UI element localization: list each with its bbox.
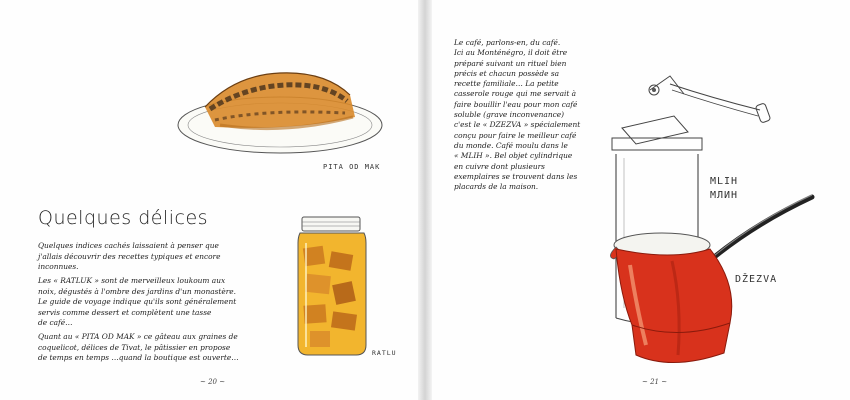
- coffee-paragraph: Le café, parlons-en, du café. Ici au Monténégro, il doit être préparé suivant un rituel bien précis et chacun possède sa recette familiale… La petite casserole rouge qui me servait à faire bouillir l'eau pour mon café soluble (grave inconvenance) c'est le « DZEZVA » spécialement conçu pour faire le meilleur café du monde. Café moulu dans le « MLIH ». Bel objet cylindrique en cuivre dont plusieurs exemplaires se trouvent dans les placards de la maison.: [454, 38, 581, 192]
- mlih-caption-cyrillic: МЛИН: [710, 190, 739, 201]
- right-page: [432, 0, 850, 400]
- pita-caption: PITA OD MAK: [323, 163, 381, 171]
- mlih-caption-latin: MLIH: [710, 176, 739, 187]
- right-page-number: ~ 21 ~: [642, 378, 668, 386]
- ratluk-jar-illustration: [292, 213, 372, 363]
- ratluk-caption: RATLU: [372, 349, 397, 357]
- ratluk-paragraph: Les « RATLUK » sont de merveilleux loukoum aux noix, dégustés à l'ombre des jardins d'un monastère. Le guide de voyage indique qu'ils sont généralement servis comme dessert et complètent une tasse de café…: [38, 276, 237, 328]
- pita-paragraph: Quant au « PITA OD MAK » ce gâteau aux graines de coquelicot, délices de Tivat, le pâtissier en propose de temps en temps …quand la boutique est ouverte…: [38, 332, 239, 363]
- left-page-number: ~ 20 ~: [200, 378, 226, 386]
- section-heading: Quelques délices: [38, 207, 209, 229]
- left-page: [0, 0, 418, 400]
- dzezva-caption: DŽEZVA: [735, 274, 778, 285]
- pita-od-mak-illustration: [175, 65, 390, 165]
- dzezva-pot-illustration: [612, 185, 842, 385]
- book-gutter: [418, 0, 432, 400]
- intro-paragraph: Quelques indices cachés laissaient à penser que j'allais découvrir des recettes typiques et encore inconnues.: [38, 241, 221, 272]
